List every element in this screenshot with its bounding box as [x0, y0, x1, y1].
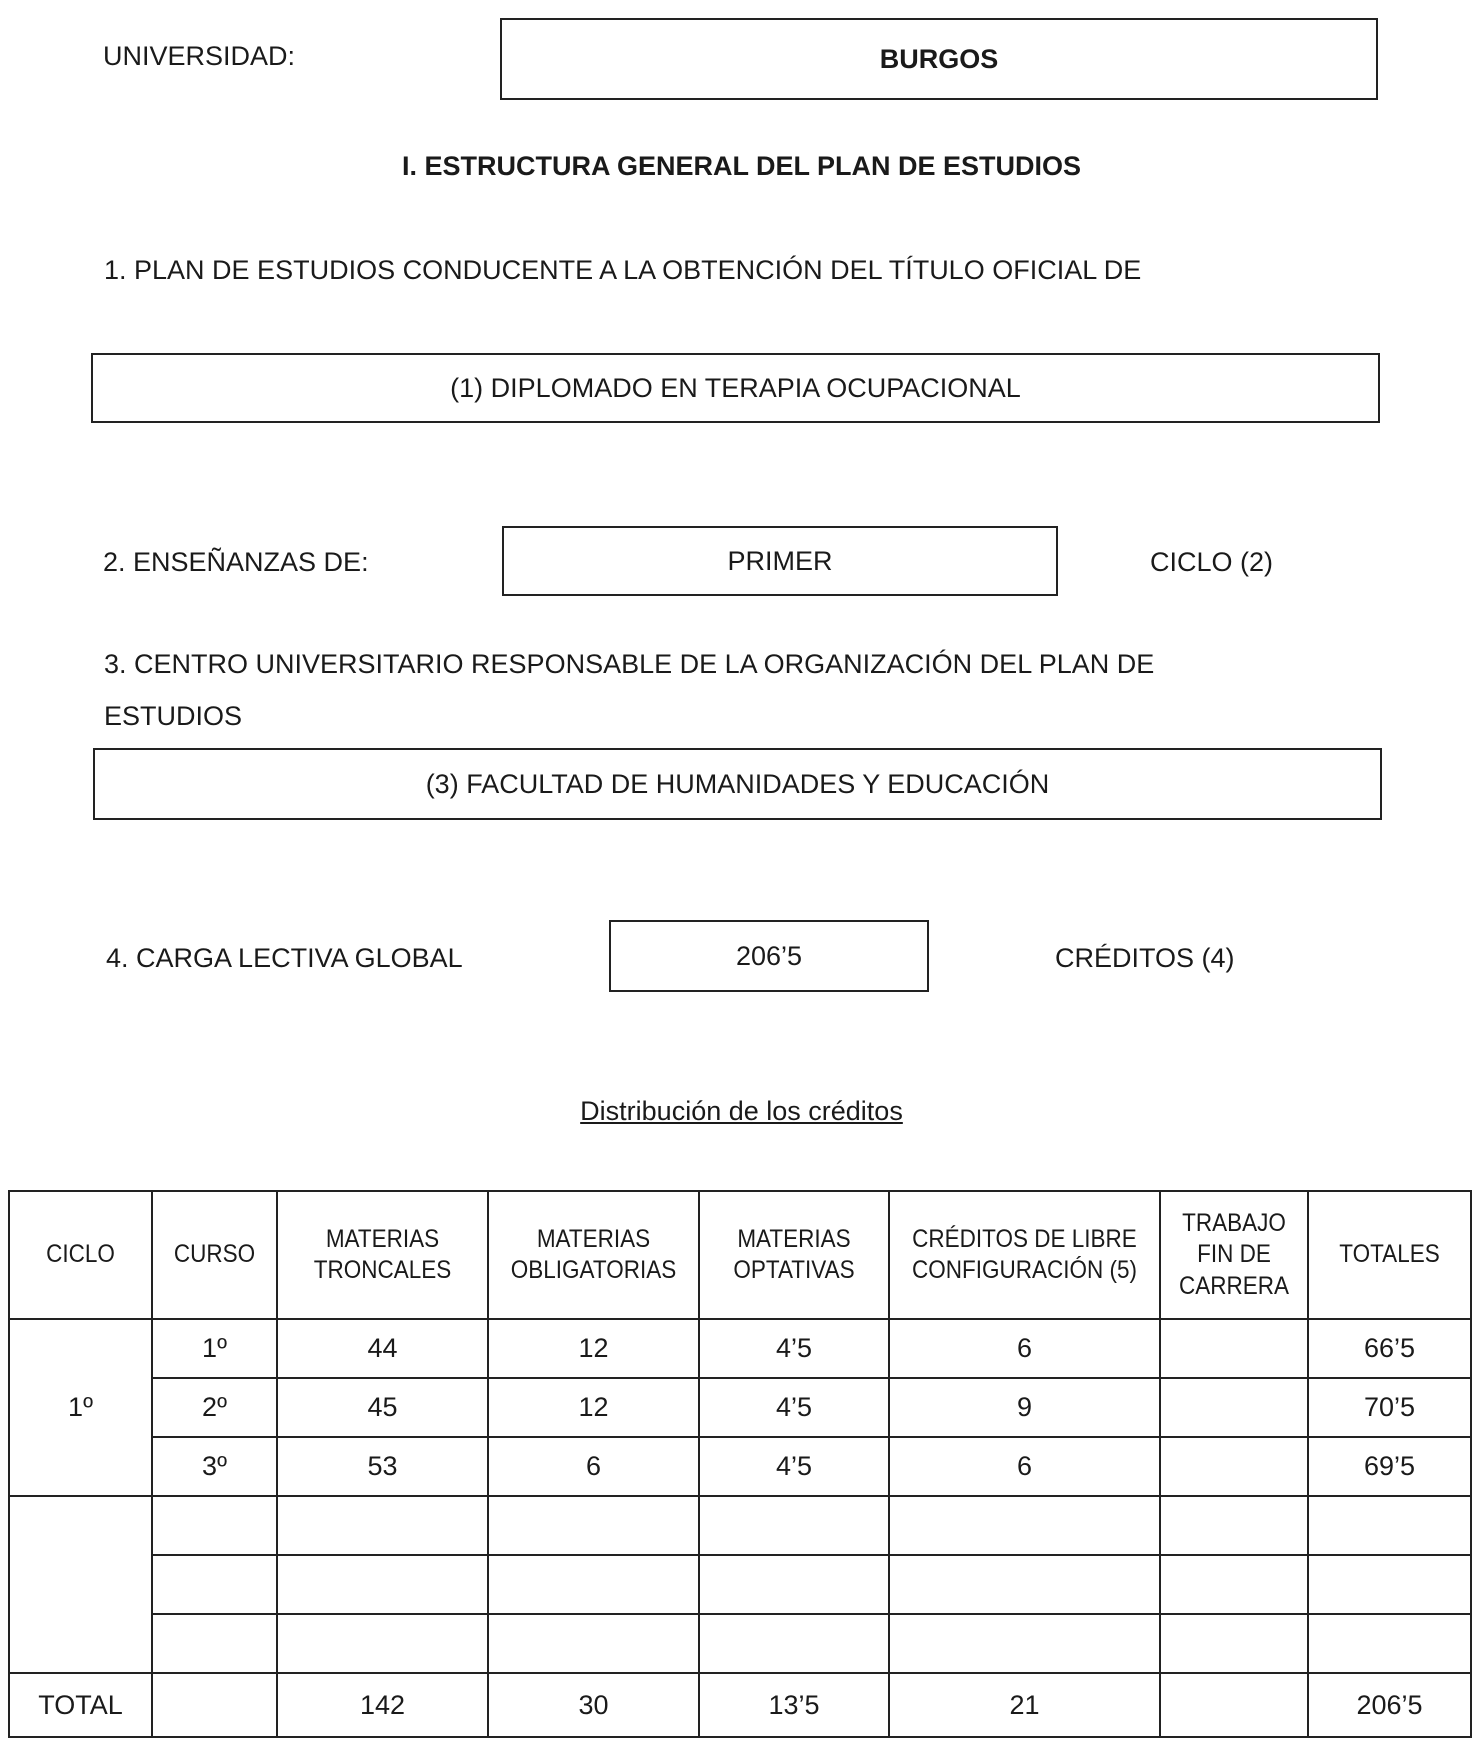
header-trabajo-fin-carrera: TRABAJO FIN DE CARRERA	[1167, 1191, 1300, 1319]
universidad-value: BURGOS	[879, 43, 999, 74]
item2-label: 2. ENSEÑANZAS DE:	[103, 547, 369, 577]
item4-value: 206’5	[735, 940, 803, 971]
header-libre-configuracion: CRÉDITOS DE LIBRE CONFIGURACIÓN (5)	[903, 1191, 1147, 1319]
empty-cell	[152, 1614, 277, 1673]
item2-value-box	[502, 526, 1058, 596]
troncales-cell: 45	[277, 1378, 488, 1437]
header-optativas: MATERIAS OPTATIVAS	[709, 1191, 880, 1319]
distribution-title: Distribución de los créditos	[580, 1096, 903, 1126]
header-troncales: MATERIAS TRONCALES	[288, 1191, 478, 1319]
empty-cell	[152, 1496, 277, 1555]
optativas-cell: 4’5	[699, 1437, 889, 1496]
item4-value-box	[609, 920, 929, 992]
curso-cell: 2º	[152, 1378, 277, 1437]
item3-label-line2: ESTUDIOS	[104, 701, 243, 731]
empty-cell	[1160, 1614, 1308, 1673]
header-ciclo: CICLO	[16, 1191, 145, 1319]
total-obligatorias-cell: 30	[488, 1673, 699, 1737]
item4-label: 4. CARGA LECTIVA GLOBAL	[106, 943, 463, 973]
table-row	[9, 1378, 1471, 1437]
empty-row	[9, 1614, 1471, 1673]
total-optativas-cell: 13’5	[699, 1673, 889, 1737]
empty-cell	[152, 1555, 277, 1614]
obligatorias-cell: 12	[488, 1319, 699, 1378]
item3-value: (3) FACULTAD DE HUMANIDADES Y EDUCACIÓN	[425, 768, 1050, 799]
item3-value-box	[93, 748, 1382, 820]
empty-cell	[699, 1496, 889, 1555]
header-row	[9, 1191, 1471, 1319]
totales-cell: 69’5	[1308, 1437, 1471, 1496]
empty-cell	[889, 1614, 1160, 1673]
empty-row	[9, 1496, 1471, 1555]
empty-row	[9, 1555, 1471, 1614]
empty-cell	[277, 1614, 488, 1673]
troncales-cell: 44	[277, 1319, 488, 1378]
trabajo-cell	[1160, 1319, 1308, 1378]
curso-cell: 1º	[152, 1319, 277, 1378]
libre-cell: 6	[889, 1319, 1160, 1378]
total-label-cell: TOTAL	[9, 1673, 152, 1737]
header-curso: CURSO	[158, 1191, 271, 1319]
libre-cell: 6	[889, 1437, 1160, 1496]
universidad-value-box	[500, 18, 1378, 100]
trabajo-cell	[1160, 1437, 1308, 1496]
libre-cell: 9	[889, 1378, 1160, 1437]
total-libre-cell: 21	[889, 1673, 1160, 1737]
empty-cell	[699, 1614, 889, 1673]
item2-value: PRIMER	[727, 545, 833, 576]
troncales-cell: 53	[277, 1437, 488, 1496]
total-troncales-cell: 142	[277, 1673, 488, 1737]
table-row	[9, 1437, 1471, 1496]
empty-cell	[889, 1496, 1160, 1555]
trabajo-cell	[1160, 1378, 1308, 1437]
totales-cell: 66’5	[1308, 1319, 1471, 1378]
empty-cell	[277, 1496, 488, 1555]
item3-label-line1: 3. CENTRO UNIVERSITARIO RESPONSABLE DE LA ORGANIZACIÓN DEL PLAN DE	[104, 649, 1155, 679]
empty-cell	[1160, 1496, 1308, 1555]
total-trabajo-cell	[1160, 1673, 1308, 1737]
credits-table	[8, 1190, 1472, 1738]
header-obligatorias: MATERIAS OBLIGATORIAS	[499, 1191, 689, 1319]
item1-label: 1. PLAN DE ESTUDIOS CONDUCENTE A LA OBTENCIÓN DEL TÍTULO OFICIAL DE	[104, 255, 1142, 285]
empty-cell	[889, 1555, 1160, 1614]
empty-cell	[1308, 1496, 1471, 1555]
totales-cell: 70’5	[1308, 1378, 1471, 1437]
obligatorias-cell: 6	[488, 1437, 699, 1496]
section-title: I. ESTRUCTURA GENERAL DEL PLAN DE ESTUDIOS	[401, 151, 1082, 181]
empty-ciclo-cell	[9, 1496, 152, 1673]
total-row	[9, 1673, 1471, 1737]
curso-cell: 3º	[152, 1437, 277, 1496]
empty-cell	[277, 1555, 488, 1614]
optativas-cell: 4’5	[699, 1378, 889, 1437]
optativas-cell: 4’5	[699, 1319, 889, 1378]
total-totales-cell: 206’5	[1308, 1673, 1471, 1737]
empty-cell	[1308, 1614, 1471, 1673]
empty-cell	[1308, 1555, 1471, 1614]
item2-suffix: CICLO (2)	[1150, 547, 1274, 577]
obligatorias-cell: 12	[488, 1378, 699, 1437]
empty-cell	[488, 1496, 699, 1555]
item4-suffix: CRÉDITOS (4)	[1055, 943, 1235, 973]
empty-cell	[488, 1614, 699, 1673]
universidad-label: UNIVERSIDAD:	[103, 41, 296, 71]
item1-value: (1) DIPLOMADO EN TERAPIA OCUPACIONAL	[450, 372, 1021, 403]
table-row	[9, 1319, 1471, 1378]
item1-value-box	[91, 353, 1380, 423]
ciclo-cell: 1º	[9, 1319, 152, 1496]
total-curso-cell	[152, 1673, 277, 1737]
empty-cell	[488, 1555, 699, 1614]
empty-cell	[1160, 1555, 1308, 1614]
header-totales: TOTALES	[1316, 1191, 1463, 1319]
empty-cell	[699, 1555, 889, 1614]
